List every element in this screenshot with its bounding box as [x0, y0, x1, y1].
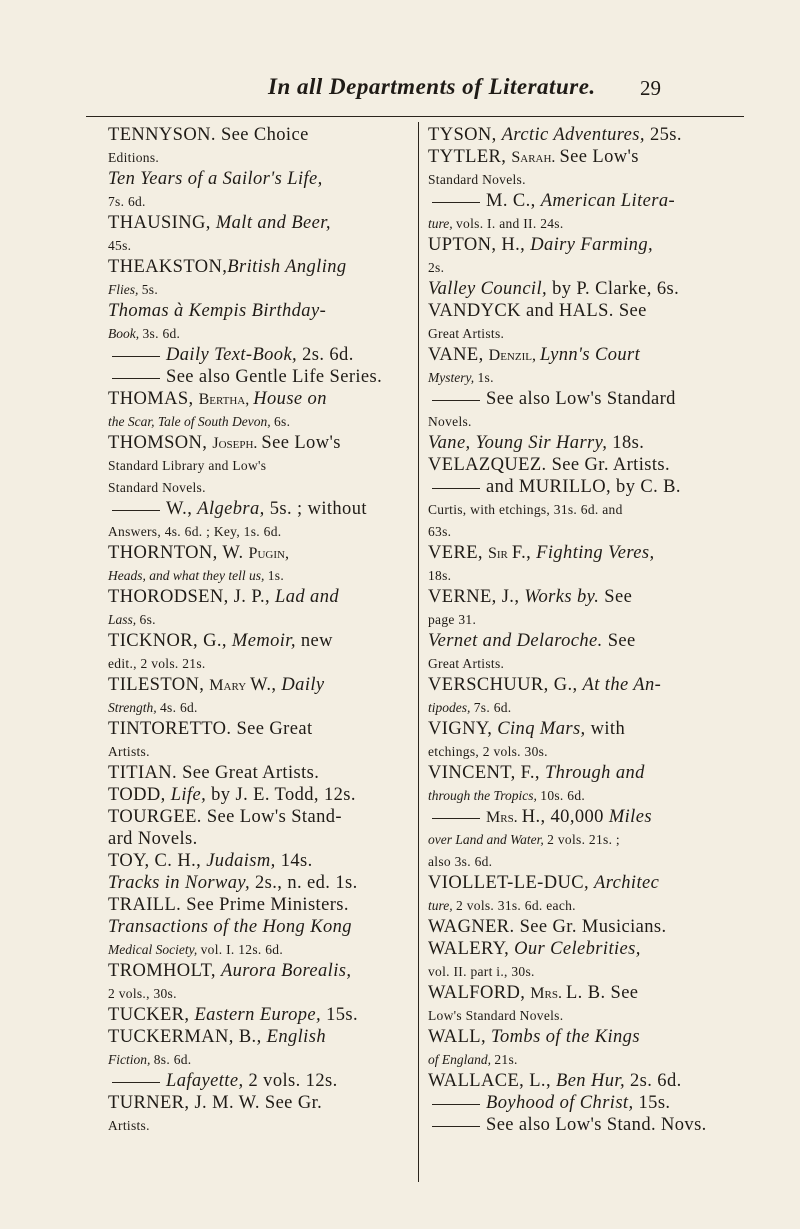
entry-text: VANE, — [428, 345, 489, 365]
catalogue-line — [428, 786, 746, 805]
page-number: 29 — [640, 76, 661, 100]
catalogue-line — [428, 1050, 746, 1069]
entry-text: also 3s. 6d. — [428, 854, 493, 869]
page-header — [0, 74, 800, 114]
entry-text: 18s. — [612, 433, 645, 453]
catalogue-line — [428, 280, 746, 299]
entry-text: 8s. 6d. — [153, 1052, 192, 1067]
entry-text: Medical Society, — [108, 942, 201, 957]
catalogue-line — [428, 698, 746, 717]
entry-text: M. C., — [486, 191, 541, 211]
entry-text: 2s. 6d. — [630, 1071, 682, 1091]
catalogue-line — [108, 698, 420, 717]
catalogue-line — [108, 720, 420, 739]
entry-text: Vernet and Delaroche. — [428, 631, 608, 651]
entry-text: by P. Clarke, 6s. — [552, 279, 680, 299]
entry-text: Heads, and what they tell us, — [108, 568, 268, 583]
entry-text: TILESTON, — [108, 675, 210, 695]
entry-text: Artists. — [108, 1118, 150, 1133]
catalogue-line — [428, 148, 746, 167]
catalogue-line — [428, 1006, 746, 1025]
entry-text: Low's Standard Novels. — [428, 1008, 564, 1023]
entry-text: WALL, — [428, 1027, 492, 1047]
entry-text: VERSCHUUR, G., — [428, 675, 583, 695]
catalogue-line — [108, 148, 420, 167]
entry-text: 2 vols. 21s. ; — [547, 832, 620, 847]
ditto-dash — [432, 202, 480, 203]
entry-text: Lafayette, — [166, 1071, 249, 1091]
catalogue-line — [108, 588, 420, 607]
entry-text: THAUSING, — [108, 213, 216, 233]
catalogue-line — [108, 1094, 420, 1113]
entry-text: Tombs of the Kings — [491, 1027, 640, 1047]
entry-text: 10s. 6d. — [540, 788, 586, 803]
entry-text: Miles — [608, 807, 652, 827]
catalogue-line — [428, 566, 746, 585]
entry-text: THORODSEN, J. P., — [108, 587, 276, 607]
entry-text: page 31. — [428, 612, 477, 627]
entry-text: over Land and Water, — [428, 832, 548, 847]
entry-text: Fiction, — [108, 1052, 154, 1067]
entry-text: Mrs. — [530, 985, 566, 1002]
entry-text: See Choice — [215, 125, 309, 145]
entry-text: THEAKSTON, — [108, 257, 228, 277]
running-title: In all Departments of Literature. — [268, 74, 596, 99]
catalogue-line — [108, 456, 420, 475]
catalogue-line — [108, 280, 420, 299]
entry-text: VIGNY, — [428, 719, 498, 739]
catalogue-line — [108, 830, 420, 849]
entry-text: 4s. 6d. — [160, 700, 198, 715]
catalogue-line — [108, 544, 420, 563]
catalogue-line — [428, 632, 746, 651]
catalogue-line — [108, 786, 420, 805]
catalogue-line — [108, 566, 420, 585]
entry-text: See also Gentle Life Series. — [166, 367, 383, 387]
catalogue-line — [108, 654, 420, 673]
catalogue-line — [428, 962, 746, 981]
entry-text: Novels. — [428, 414, 472, 429]
catalogue-line — [428, 544, 746, 563]
catalogue-line — [108, 214, 420, 233]
entry-text: etchings, 2 vols. 30s. — [428, 744, 548, 759]
entry-text: English — [266, 1027, 326, 1047]
catalogue-line — [428, 588, 746, 607]
entry-text: ard Novels. — [108, 829, 198, 849]
entry-text: Mrs. — [486, 809, 522, 826]
entry-text: 2 vols., 30s. — [108, 986, 177, 1001]
entry-text: See Low's — [261, 433, 341, 453]
entry-text: TYTLER, — [428, 147, 512, 167]
entry-text: Book, — [108, 326, 143, 341]
entry-text: 7s. 6d. — [108, 194, 146, 209]
entry-text: of England, — [428, 1052, 495, 1067]
entry-text: TRAILL. See Prime Ministers. — [108, 895, 349, 915]
entry-text: TUCKER, — [108, 1005, 195, 1025]
catalogue-line — [428, 918, 746, 937]
ditto-dash — [432, 818, 480, 819]
ditto-dash — [432, 400, 480, 401]
entry-text: Pugin, — [248, 545, 289, 562]
entry-text: and MURILLO, by C. B. — [486, 477, 681, 497]
entry-text: 45s. — [108, 238, 132, 253]
catalogue-line — [108, 764, 420, 783]
entry-text: Thomas à Kempis Birthday- — [108, 301, 327, 321]
entry-text: 5s. ; without — [269, 499, 367, 519]
entry-text: Standard Novels. — [108, 480, 206, 495]
entry-text: 6s. — [274, 414, 291, 429]
entry-text: H., 40,000 — [521, 807, 609, 827]
entry-text: with — [590, 719, 626, 739]
entry-text: Ben Hur, — [556, 1071, 630, 1091]
entry-text: See also Low's Stand. Novs. — [486, 1115, 707, 1135]
entry-text: THOMSON, — [108, 433, 213, 453]
entry-text: Judaism, — [206, 851, 281, 871]
entry-text: VERE, — [428, 543, 488, 563]
catalogue-line — [108, 1116, 420, 1135]
ditto-dash — [432, 1104, 480, 1105]
entry-text: TOURGEE. See Low's Stand- — [108, 807, 342, 827]
entry-text: 1s. — [477, 370, 494, 385]
entry-text: by J. E. Todd, 12s. — [211, 785, 356, 805]
catalogue-line — [108, 742, 420, 761]
entry-text: Lynn's Court — [539, 345, 641, 365]
catalogue-line — [108, 126, 420, 145]
entry-text: House on — [253, 389, 327, 409]
entry-text: Sir — [487, 545, 512, 562]
entry-text: 2s. — [428, 260, 445, 275]
entry-text: See — [604, 587, 633, 607]
catalogue-line — [108, 522, 420, 541]
catalogue-line — [108, 258, 420, 277]
catalogue-line — [108, 1072, 420, 1091]
left-column — [108, 126, 420, 1138]
entry-text: Memoir, — [231, 631, 301, 651]
entry-text: THORNTON, W. — [108, 543, 249, 563]
catalogue-line — [428, 258, 746, 277]
entry-text: Ten Years of a Sailor's Life, — [108, 169, 323, 189]
catalogue-line — [108, 874, 420, 893]
entry-text: WALERY, — [428, 939, 515, 959]
catalogue-line — [428, 478, 746, 497]
entry-text: VINCENT, F., — [428, 763, 545, 783]
ditto-dash — [112, 378, 160, 379]
entry-text: American Litera- — [540, 191, 676, 211]
entry-text: Daily — [281, 675, 325, 695]
catalogue-line — [108, 632, 420, 651]
catalogue-line — [428, 676, 746, 695]
entry-text: THOMAS, — [108, 389, 199, 409]
ditto-dash — [112, 356, 160, 357]
entry-text: At the An- — [582, 675, 662, 695]
catalogue-line — [108, 808, 420, 827]
entry-text: ture, — [428, 216, 456, 231]
entry-text: Artists. — [108, 744, 150, 759]
entry-text: vol. II. part i., 30s. — [428, 964, 535, 979]
catalogue-line — [108, 918, 420, 937]
catalogue-line — [428, 412, 746, 431]
catalogue-line — [108, 1050, 420, 1069]
catalogue-line — [108, 434, 420, 453]
catalogue-line — [428, 720, 746, 739]
entry-text: L. B. See — [565, 983, 639, 1003]
entry-text: Works by. — [524, 587, 605, 607]
entry-text: Fighting Veres, — [536, 543, 655, 563]
catalogue-line — [108, 940, 420, 959]
ditto-dash — [432, 1126, 480, 1127]
entry-text: Boyhood of Christ, — [486, 1093, 639, 1113]
entry-text: TENNYSON. — [108, 125, 216, 145]
entry-text: vol. I. 12s. 6d. — [200, 942, 284, 957]
catalogue-line — [428, 940, 746, 959]
ditto-dash — [112, 1082, 160, 1083]
entry-text: WALFORD, — [428, 983, 531, 1003]
entry-text: Eastern Europe, — [194, 1005, 327, 1025]
entry-text: 25s. — [649, 125, 682, 145]
catalogue-line — [428, 214, 746, 233]
catalogue-line — [108, 1028, 420, 1047]
catalogue-line — [428, 390, 746, 409]
catalogue-line — [428, 830, 746, 849]
catalogue-line — [428, 126, 746, 145]
entry-text: Life, — [170, 785, 212, 805]
catalogue-line — [428, 324, 746, 343]
entry-text: Valley Council, — [428, 279, 553, 299]
entry-text: 7s. 6d. — [473, 700, 512, 715]
ditto-dash — [432, 488, 480, 489]
header-rule — [86, 116, 744, 117]
entry-text: See Low's — [559, 147, 639, 167]
catalogue-line — [108, 302, 420, 321]
entry-text: TOY, C. H., — [108, 851, 207, 871]
entry-text: Bertha, — [198, 391, 254, 408]
entry-text: Denzil, — [488, 347, 540, 364]
catalogue-line — [108, 192, 420, 211]
catalogue-line — [108, 896, 420, 915]
entry-text: WALLACE, L., — [428, 1071, 556, 1091]
entry-text: See — [607, 631, 636, 651]
catalogue-line — [428, 1116, 746, 1135]
entry-text: Editions. — [108, 150, 160, 165]
entry-text: UPTON, H., — [428, 235, 531, 255]
catalogue-line — [428, 896, 746, 915]
catalogue-line — [428, 368, 746, 387]
entry-text: new — [300, 631, 333, 651]
entry-text: 15s. — [638, 1093, 671, 1113]
entry-text: tipodes, — [428, 700, 474, 715]
catalogue-line — [108, 170, 420, 189]
entry-text: 21s. — [494, 1052, 518, 1067]
entry-text: VANDYCK and HALS. See — [428, 301, 647, 321]
catalogue-line — [428, 764, 746, 783]
entry-text: the Scar, Tale of South Devon, — [108, 414, 274, 429]
catalogue-line — [108, 962, 420, 981]
entry-text: Answers, 4s. 6d. ; Key, 1s. 6d. — [108, 524, 282, 539]
entry-text: Arctic Adventures, — [501, 125, 650, 145]
entry-text: Great Artists. — [428, 326, 505, 341]
entry-text: ture, — [428, 898, 456, 913]
entry-text: Lad and — [275, 587, 340, 607]
entry-text: Strength, — [108, 700, 160, 715]
entry-text: TINTORETTO. See Great — [108, 719, 313, 739]
catalogue-line — [108, 412, 420, 431]
entry-text: Through and — [544, 763, 645, 783]
catalogue-line — [428, 500, 746, 519]
catalogue-line — [428, 852, 746, 871]
entry-text: Algebra, — [197, 499, 270, 519]
entry-text: WAGNER. See Gr. Musicians. — [428, 917, 667, 937]
catalogue-line — [108, 610, 420, 629]
entry-text: Standard Novels. — [428, 172, 526, 187]
entry-text: 3s. 6d. — [142, 326, 181, 341]
ditto-dash — [112, 510, 160, 511]
catalogue-line — [428, 874, 746, 893]
entry-text: See also Low's Standard — [486, 389, 676, 409]
entry-text: Dairy Farming, — [530, 235, 653, 255]
catalogue-line — [428, 434, 746, 453]
entry-text: Curtis, with etchings, 31s. 6d. and — [428, 502, 623, 517]
catalogue-line — [428, 192, 746, 211]
entry-text: 2s., n. ed. 1s. — [255, 873, 358, 893]
entry-text: 63s. — [428, 524, 452, 539]
entry-text: Lass, — [108, 612, 140, 627]
entry-text: TODD, — [108, 785, 171, 805]
entry-text: Sarah. — [511, 149, 560, 166]
entry-text: VELAZQUEZ. See Gr. Artists. — [428, 455, 671, 475]
catalogue-line — [108, 676, 420, 695]
entry-text: TROMHOLT, — [108, 961, 221, 981]
entry-text: vols. I. and II. 24s. — [456, 216, 564, 231]
catalogue-line — [428, 236, 746, 255]
entry-text: Joseph. — [212, 435, 262, 452]
entry-text: TURNER, J. M. W. See Gr. — [108, 1093, 323, 1113]
catalogue-line — [428, 984, 746, 1003]
entry-text: edit., 2 vols. 21s. — [108, 656, 206, 671]
entry-text: 15s. — [326, 1005, 358, 1025]
catalogue-line — [108, 368, 420, 387]
entry-text: VERNE, J., — [428, 587, 525, 607]
catalogue-line — [108, 346, 420, 365]
entry-text: TYSON, — [428, 125, 502, 145]
catalogue-line — [108, 984, 420, 1003]
entry-text: through the Tropics, — [428, 788, 541, 803]
entry-text: 2s. 6d. — [302, 345, 354, 365]
catalogue-line — [108, 478, 420, 497]
catalogue-line — [428, 522, 746, 541]
catalogue-line — [428, 742, 746, 761]
entry-text: Great Artists. — [428, 656, 505, 671]
catalogue-line — [428, 170, 746, 189]
entry-text: Our Celebrities, — [514, 939, 641, 959]
entry-text: TICKNOR, G., — [108, 631, 232, 651]
entry-text: Vane, Young Sir Harry, — [428, 433, 613, 453]
entry-text: 5s. — [141, 282, 159, 297]
entry-text: 14s. — [280, 851, 313, 871]
entry-text: 2 vols. 12s. — [248, 1071, 338, 1091]
catalogue-line — [428, 654, 746, 673]
catalogue-line — [428, 302, 746, 321]
entry-text: Standard Library and Low's — [108, 458, 267, 473]
catalogue-line — [428, 610, 746, 629]
catalogue-line — [108, 390, 420, 409]
entry-text: W., — [250, 675, 282, 695]
catalogue-line — [428, 808, 746, 827]
entry-text: British Angling — [227, 257, 347, 277]
entry-text: Malt and Beer, — [215, 213, 331, 233]
catalogue-line — [428, 1072, 746, 1091]
catalogue-line — [428, 1094, 746, 1113]
catalogue-line — [108, 236, 420, 255]
entry-text: 2 vols. 31s. 6d. each. — [456, 898, 576, 913]
entry-text: TUCKERMAN, B., — [108, 1027, 267, 1047]
catalogue-line — [428, 346, 746, 365]
entry-text: Cinq Mars, — [497, 719, 591, 739]
catalogue-line — [428, 456, 746, 475]
entry-text: W., — [166, 499, 198, 519]
entry-text: Transactions of the Hong Kong — [108, 917, 352, 937]
catalogue-line — [108, 500, 420, 519]
entry-text: 1s. — [267, 568, 285, 583]
entry-text: Tracks in Norway, — [108, 873, 255, 893]
entry-text: Aurora Borealis, — [220, 961, 352, 981]
entry-text: 6s. — [139, 612, 156, 627]
catalogue-line — [108, 1006, 420, 1025]
entry-text: 18s. — [428, 568, 452, 583]
entry-text: F., — [511, 543, 537, 563]
right-column — [428, 126, 746, 1138]
entry-text: Mystery, — [428, 370, 478, 385]
entry-text: TITIAN. See Great Artists. — [108, 763, 320, 783]
entry-text: Daily Text-Book, — [166, 345, 303, 365]
entry-text: Flies, — [108, 282, 142, 297]
catalogue-line — [108, 324, 420, 343]
entry-text: Architec — [594, 873, 660, 893]
entry-text: Mary — [209, 677, 251, 694]
entry-text: VIOLLET-LE-DUC, — [428, 873, 595, 893]
catalogue-line — [428, 1028, 746, 1047]
catalogue-line — [108, 852, 420, 871]
